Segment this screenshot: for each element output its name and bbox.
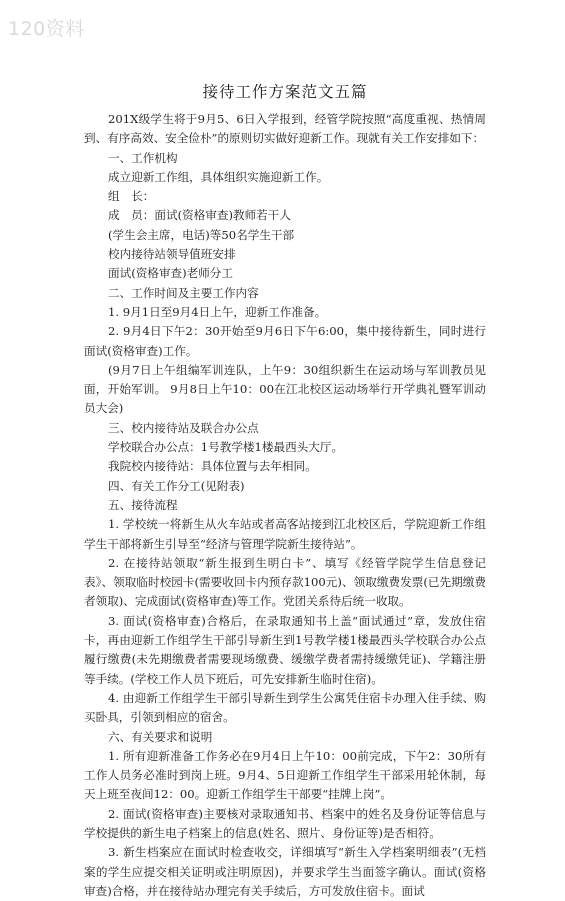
paragraph: 3. 新生档案应在面试时检查收交，详细填写“新生入学档案明细表”(无档案的学生应提交相关证明或注明原因)，并要求学生当面签字确认。面试(资格审查)合格，并在接待站办理完有关手续后，方可发放住宿卡。面试 [84,845,486,898]
section-heading: 四、有关工作分工(见附表) [108,478,245,493]
text-line: 1. 9月1日至9月4日上午，迎新工作准备。 [108,304,327,319]
paragraph: 2. 在接待站领取“新生报到生明白卡”、填写《经管学院学生信息登记表》、领取临时校园卡(需要收回卡内预存款100元)、领取缴费发票(已先期缴费者领取)、完成面试(资格审查)等工作。党团关系待后统一收取。 [84,555,486,609]
text-line: 面试(资格审查)老师分工 [108,266,233,281]
section-heading: 六、有关要求和说明 [108,729,213,744]
paragraph: (9月7日上午组编军训连队，上午9：30组织新生在运动场与军训教员见面，开始军训。 9月8日上午10：00在江北校区运动场举行开学典礼暨军训动员大会) [84,362,486,416]
document-body [84,60,486,901]
document-title: 接待工作方案范文五篇 [202,83,368,101]
paragraph: 2. 面试(资格审查)主要核对录取通知书、档案中的姓名及身份证等信息与学校提供的新生电子档案上的信息(姓名、照片、身份证等)是否相符。 [84,806,486,840]
text-line: 校内接待站领导值班安排 [108,247,236,262]
text-line: 学校联合办公点：1号教学楼1楼最西头大厅。 [108,440,344,455]
watermark: 120资料 [8,18,85,40]
paragraph: 1. 学校统一将新生从火车站或者高客站接到江北校区后，学院迎新工作组学生干部将新生引导至“经济与管理学院新生接待站”。 [84,517,486,551]
section-heading: 二、工作时间及主要工作内容 [108,285,259,300]
section-heading: 三、校内接待站及联合办公点 [108,420,259,435]
section-heading: 一、工作机构 [108,150,178,165]
text-line: 成 员：面试(资格审查)教师若干人 [108,208,291,223]
paragraph: 2. 9月4日下午2：30开始至9月6日下午6:00，集中接待新生，同时进行面试(资格审查)工作。 [84,324,486,358]
section-heading: 五、接待流程 [108,497,178,512]
sections [84,149,486,901]
text-line: 组 长： [108,189,155,204]
intro-paragraph: 201X级学生将于9月5、6日入学报到，经管学院按照“高度重视、热情周到、有序高效、安全俭朴”的原则切实做好迎新工作。现就有关工作安排如下： [84,112,486,146]
paragraph: 3. 面试(资格审查)合格后，在录取通知书上盖“面试通过”章，发放住宿卡，再由迎新工作组学生干部引导新生到1号教学楼1楼最西头学校联合办公点履行缴费(未先期缴费者需要现场缴费、缓缴学费者需持缓缴凭证)、学籍注册等手续。(学校工作人员下班后，可先安排新生临时住宿)。 [84,613,486,686]
paragraph: 1. 所有迎新准备工作务必在9月4日上午10：00前完成，下午2：30所有工作人员务必准时到岗上班。9月4、5日迎新工作组学生干部采用轮休制，每天上班至夜间12：00。迎新工作组学生干部要“挂牌上岗”。 [84,748,486,802]
text-line: 成立迎新工作组，具体组织实施迎新工作。 [108,169,329,184]
text-line: 我院校内接待站：具体位置与去年相同。 [108,459,317,474]
text-line: (学生会主席，电话)等50名学生干部 [108,227,295,242]
paragraph: 4. 由迎新工作组学生干部引导新生到学生公寓凭住宿卡办理入住手续、购买卧具，引领到相应的宿舍。 [84,690,486,725]
